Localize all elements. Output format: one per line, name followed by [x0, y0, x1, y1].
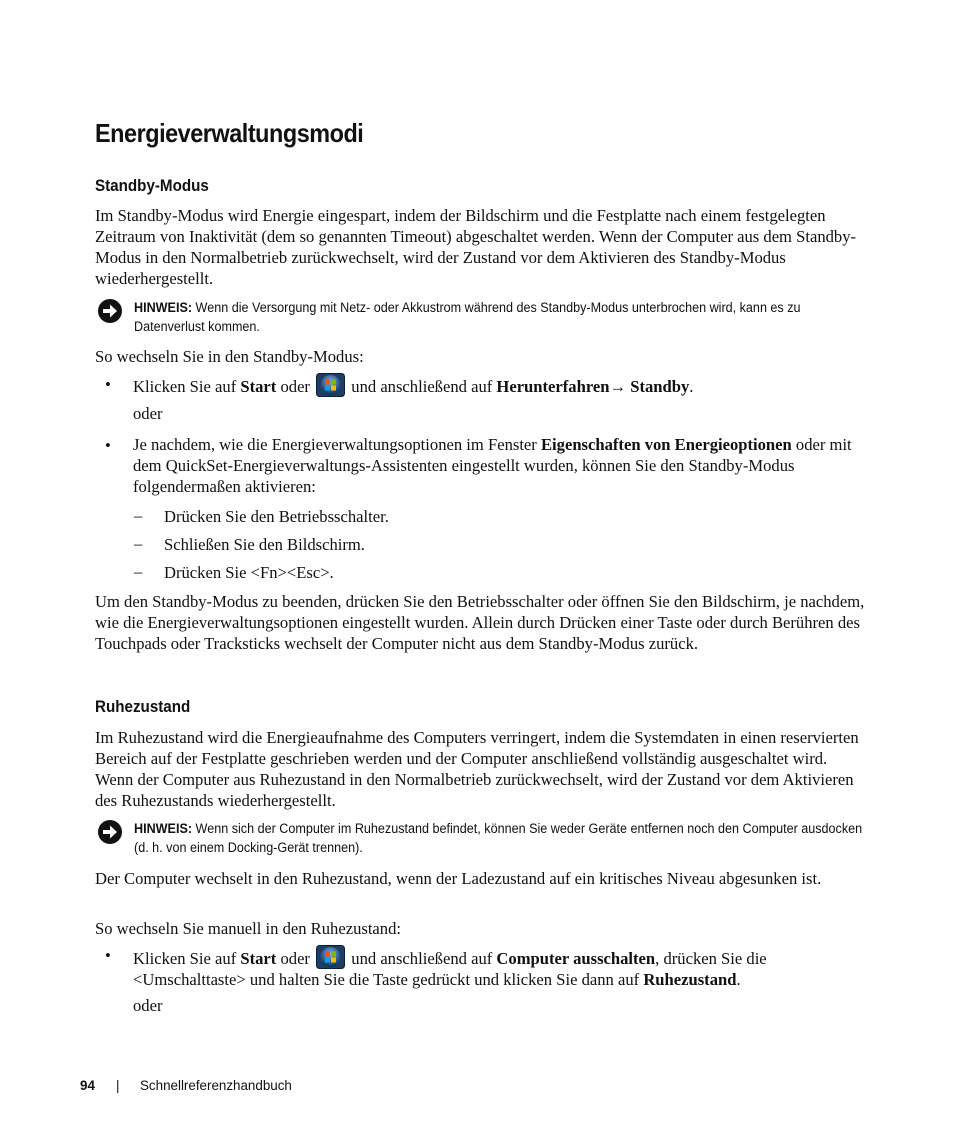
note-label: HINWEIS:	[134, 300, 193, 315]
bullet-marker: •	[105, 436, 111, 455]
section-heading-hibernate: Ruhezustand	[95, 698, 191, 716]
hibernate-howto: So wechseln Sie manuell in den Ruhezustand:	[95, 919, 402, 938]
standby-sub-1: Drücken Sie den Betriebsschalter.	[164, 507, 389, 526]
footer-separator: |	[116, 1078, 120, 1093]
standby-bullet-1: Klicken Sie auf Start oder und anschließend auf Herunterfahren→ Standby.	[133, 373, 868, 397]
note-hibernate	[97, 819, 867, 861]
or-text: oder	[133, 996, 163, 1015]
standby-bullet-2: Je nachdem, wie die Energieverwaltungsoptionen im Fenster Eigenschaften von Energieoptionen oder mit dem QuickSet-Energieverwaltungs-Assistenten eingestellt wurden, können Sie den Standby-Modus folgendermaßen aktivieren:	[133, 435, 852, 496]
page-title: Energieverwaltungsmodi	[95, 118, 364, 148]
note-text: Wenn die Versorgung mit Netz- oder Akkustrom während des Standby-Modus unterbrochen wird, kann es zu Datenverlust kommen.	[134, 300, 801, 334]
or-text: oder	[133, 404, 163, 423]
note-arrow-icon	[97, 819, 123, 845]
standby-intro: Im Standby-Modus wird Energie eingespart, indem der Bildschirm und die Festplatte nach einem festgelegten Zeitraum von Inaktivität (dem so genannten Timeout) abgeschaltet werden. Wenn der Computer aus dem Standby-Modus in den Normalbetrieb zurückwechselt, wird der Zustand vor dem Aktivieren des Standby-Modus wiederhergestellt.	[95, 206, 857, 288]
page-number: 94	[80, 1078, 95, 1093]
windows-start-button-icon	[316, 373, 345, 397]
dash-marker: –	[134, 506, 143, 525]
note-standby	[97, 298, 867, 340]
hibernate-bullet-1: Klicken Sie auf Start oder und anschließend auf Computer ausschalten, drücken Sie die <Umschalttaste> und halten Sie die Taste gedrückt und klicken Sie dann auf Ruhezustand.	[133, 945, 868, 990]
note-label: HINWEIS:	[134, 821, 193, 836]
windows-start-button-icon	[316, 945, 345, 969]
standby-howto: So wechseln Sie in den Standby-Modus:	[95, 347, 364, 366]
standby-sub-3: Drücken Sie <Fn><Esc>.	[164, 563, 334, 582]
footer-doc-title: Schnellreferenzhandbuch	[140, 1078, 292, 1093]
hibernate-intro: Im Ruhezustand wird die Energieaufnahme des Computers verringert, indem die Systemdaten in einen reservierten Bereich auf der Festplatte geschrieben werden und der Computer anschließend vollständig ausgeschaltet wird. Wenn der Computer aus Ruhezustand in den Normalbetrieb zurückwechselt, wird der Zustand vor dem Aktivieren des Ruhezustands wiederhergestellt.	[95, 728, 859, 810]
section-heading-standby: Standby-Modus	[95, 177, 209, 195]
dash-marker: –	[134, 534, 143, 553]
standby-sub-2: Schließen Sie den Bildschirm.	[164, 535, 365, 554]
standby-outro: Um den Standby-Modus zu beenden, drücken Sie den Betriebsschalter oder öffnen Sie den Bildschirm, je nachdem, wie die Energieverwaltungsoptionen eingestellt wurden. Allein durch Drücken einer Taste oder durch Berühren des Touchpads oder Tracksticks wechselt der Computer nicht aus dem Standby-Modus zurück.	[95, 592, 865, 653]
bullet-marker: •	[105, 946, 111, 965]
note-arrow-icon	[97, 298, 123, 324]
dash-marker: –	[134, 562, 143, 581]
note-text: Wenn sich der Computer im Ruhezustand befindet, können Sie weder Geräte entfernen noch den Computer ausdocken (d. h. von einem Docking-Gerät trennen).	[134, 821, 863, 855]
hibernate-critical: Der Computer wechselt in den Ruhezustand, wenn der Ladezustand auf ein kritisches Niveau abgesunken ist.	[95, 869, 822, 888]
bullet-marker: •	[105, 375, 111, 394]
